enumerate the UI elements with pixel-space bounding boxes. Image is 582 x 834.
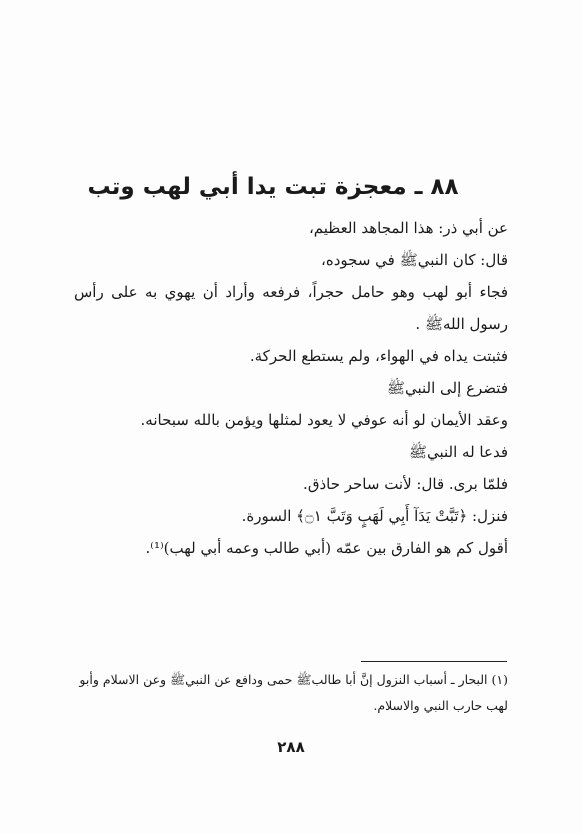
paragraph-quran-verse: فنزل: ﴿تَبَّتْ يَدَآ أَبِي لَهَبٍ وَتَبَّ ۝١﴾ السورة.: [241, 507, 508, 525]
paragraph: قال: كان النبيﷺ في سجوده،: [321, 251, 508, 269]
paragraph: فثبتت يداه في الهواء، ولم يستطع الحركة.: [249, 347, 508, 365]
paragraph: فلمّا برى. قال: لأنت ساحر حاذق.: [303, 475, 508, 493]
body-text: [74, 212, 508, 564]
footnote: [70, 667, 508, 719]
page-number: ٢٨٨: [277, 738, 305, 756]
paragraph: أقول كم هو الفارق بين عمّه (أبي طالب وعمه أبي لهب)⁽¹⁾.: [145, 539, 508, 557]
footnote-line: لهب حارب النبي والاسلام.: [373, 698, 508, 713]
footnote-divider: [361, 661, 507, 662]
paragraph: فدعا له النبيﷺ: [408, 443, 508, 461]
footnote-line: (١) البحار ـ أسباب النزول إنَّ أبا طالبﷺ حمى ودافع عن النبيﷺ وعن الاسلام وأبو: [79, 672, 508, 687]
chapter-title: ٨٨ ـ معجزة تبت يدا أبي لهب وتب: [87, 174, 459, 200]
paragraph: فتضرع إلى النبيﷺ: [386, 379, 508, 397]
paragraph: فجاء أبو لهب وهو حامل حجراً، فرفعه وأراد أن يهوي به على رأس رسول اللهﷺ .: [74, 283, 508, 333]
paragraph: وعقد الأيمان لو أنه عوفي لا يعود لمثلها ويؤمن بالله سبحانه.: [140, 411, 508, 429]
paragraph: عن أبي ذر: هذا المجاهد العظيم،: [308, 219, 508, 237]
